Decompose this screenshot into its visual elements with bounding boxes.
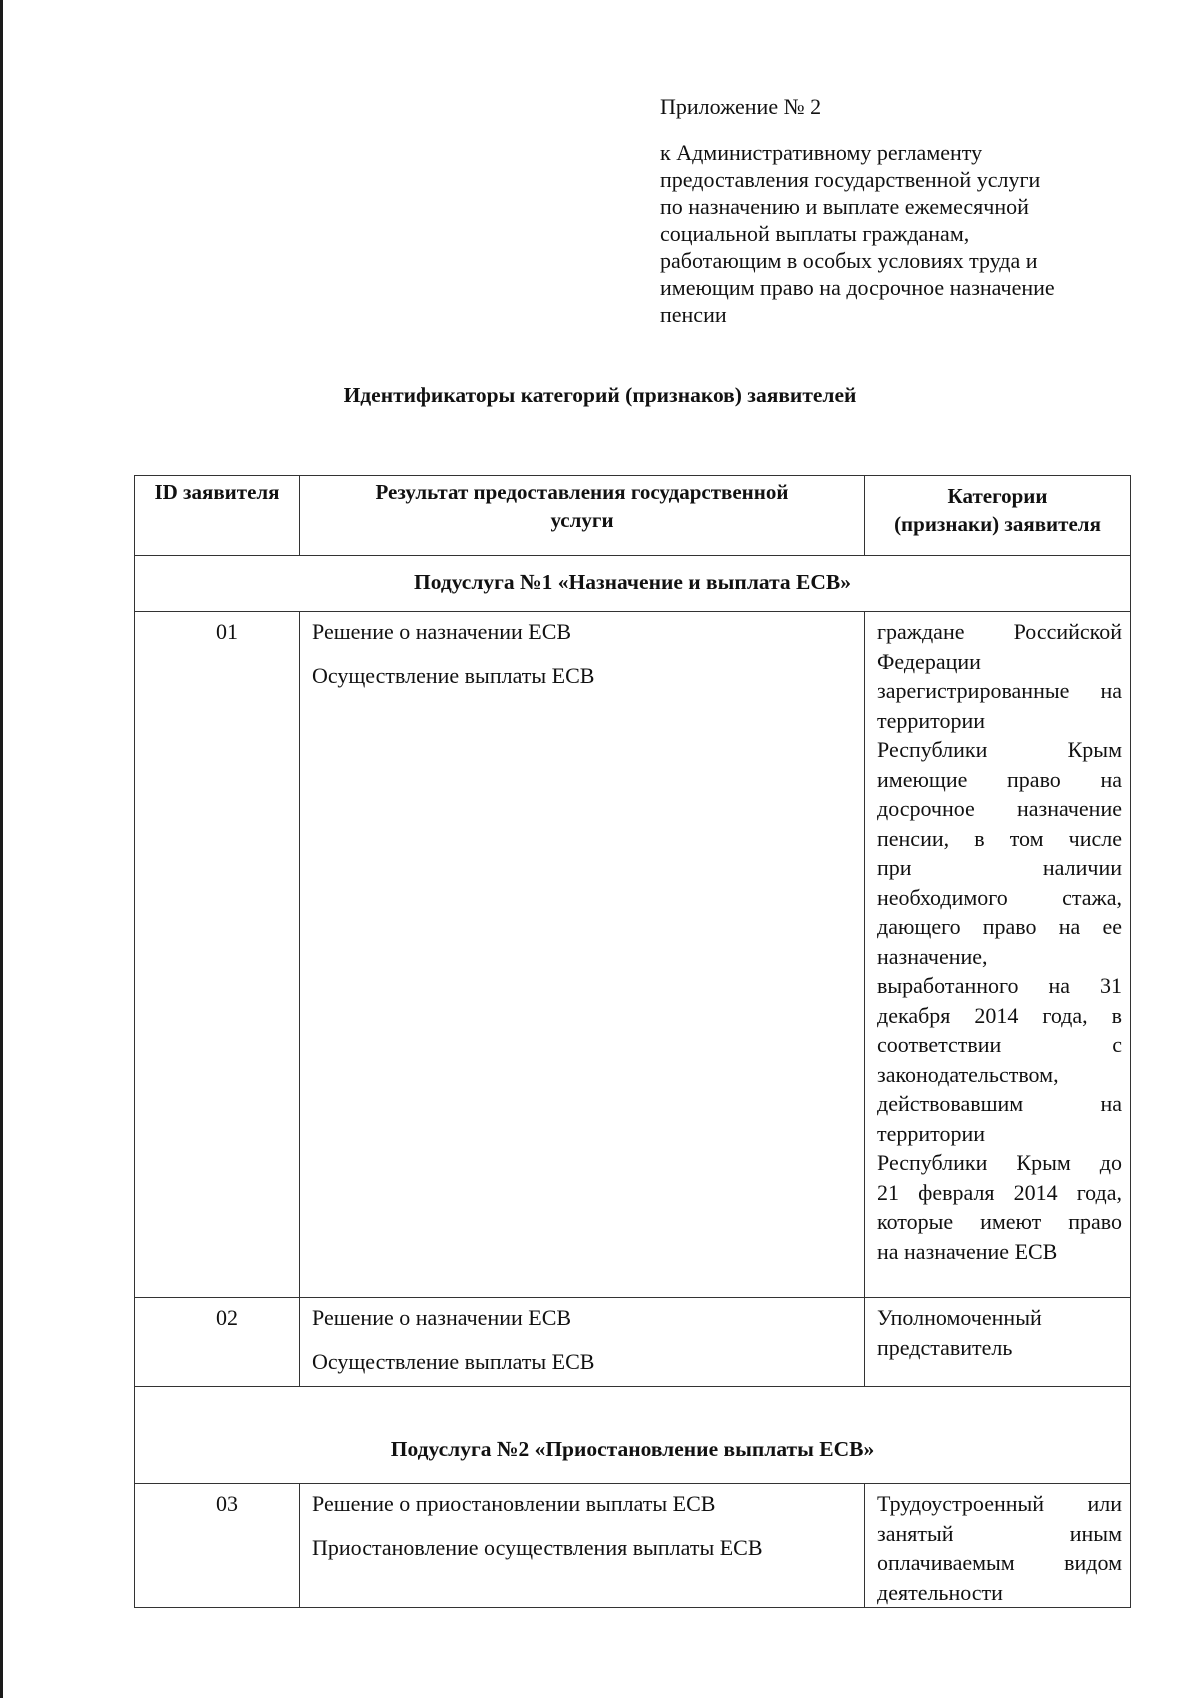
header-category: [865, 476, 1131, 556]
header-category-line: (признаки) заявителя: [894, 512, 1101, 536]
category-line: Федерации: [877, 648, 981, 674]
appendix-block: [660, 93, 1120, 328]
category-cell: [865, 1484, 1131, 1608]
category-line: имеющие право на: [877, 766, 1122, 792]
result-cell: [300, 1298, 865, 1387]
category-line: Республики Крым: [877, 737, 1122, 762]
table-row: [135, 612, 1131, 1298]
result-payment: Осуществление выплаты ЕСВ: [312, 663, 595, 688]
table-row: [135, 1484, 1131, 1608]
category-line: Республики Крым до: [877, 1150, 1122, 1175]
appendix-line: предоставления государственной услуги: [660, 167, 1041, 192]
category-line: при наличии: [877, 855, 1122, 880]
applicant-id: 02: [216, 1305, 238, 1330]
appendix-line: имеющим право на досрочное назначение: [660, 275, 1055, 300]
category-line: представитель: [877, 1334, 1013, 1360]
category-line: Уполномоченный: [877, 1305, 1042, 1330]
applicant-id-cell: [135, 1298, 300, 1387]
category-cell: [865, 612, 1131, 1298]
result-payment: Приостановление осуществления выплаты ЕСВ: [312, 1535, 763, 1560]
appendix-line: работающим в особых условиях труда и: [660, 248, 1038, 273]
category-line: граждане Российской: [877, 619, 1122, 644]
header-category-line: Категории: [947, 484, 1048, 508]
category-line: Трудоустроенный или: [877, 1491, 1122, 1516]
subservice-row: [135, 556, 1131, 612]
category-line: декабря 2014 года, в: [877, 1002, 1122, 1028]
category-line: которые имеют право: [877, 1209, 1122, 1234]
applicant-id: 01: [216, 619, 238, 644]
subservice-row: [135, 1387, 1131, 1484]
category-line: 21 февраля 2014 года,: [877, 1179, 1122, 1205]
category-line: деятельности: [877, 1579, 1003, 1605]
category-cell: [865, 1298, 1131, 1387]
page-scan-edge: [0, 0, 3, 1698]
applicant-id-cell: [135, 612, 300, 1298]
header-result-line: Результат предоставления государственной: [375, 480, 789, 504]
applicant-id-table: [134, 475, 1131, 1608]
category-line: оплачиваемым видом: [877, 1550, 1122, 1575]
result-payment: Осуществление выплаты ЕСВ: [312, 1349, 595, 1374]
header-result: [300, 476, 865, 556]
appendix-line: к Административному регламенту: [660, 140, 983, 165]
applicant-id-cell: [135, 1484, 300, 1608]
table-row: [135, 1298, 1131, 1387]
header-result-line: услуги: [550, 508, 614, 532]
category-line: досрочное назначение: [877, 796, 1122, 821]
result-cell: [300, 1484, 865, 1608]
table-header-row: [135, 476, 1131, 556]
subservice-2-title: Подуслуга №2 «Приостановление выплаты ЕСВ»: [390, 1437, 875, 1461]
category-line: пенсии, в том числе: [877, 825, 1122, 851]
appendix-line: по назначению и выплате ежемесячной: [660, 194, 1029, 219]
header-id: ID заявителя: [135, 476, 300, 556]
subservice-1-title: Подуслуга №1 «Назначение и выплата ЕСВ»: [135, 556, 1131, 612]
result-decision: Решение о назначении ЕСВ: [312, 619, 572, 644]
category-line: действовавшим на: [877, 1091, 1122, 1116]
result-decision: Решение о назначении ЕСВ: [312, 1305, 572, 1330]
category-line: территории: [877, 707, 986, 733]
result-cell: [300, 612, 865, 1298]
category-line: зарегистрированные на: [877, 678, 1122, 703]
category-line: занятый иным: [877, 1520, 1122, 1546]
result-decision: Решение о приостановлении выплаты ЕСВ: [312, 1491, 716, 1516]
appendix-line: пенсии: [660, 302, 727, 327]
appendix-line: социальной выплаты гражданам,: [660, 221, 970, 246]
category-line: дающего право на ее: [877, 914, 1122, 939]
category-line: соответствии с: [877, 1032, 1122, 1057]
category-line: на назначение ЕСВ: [877, 1238, 1058, 1264]
applicant-id: 03: [216, 1491, 238, 1516]
category-line: назначение,: [877, 943, 988, 969]
category-line: выработанного на 31: [877, 973, 1122, 998]
category-line: необходимого стажа,: [877, 884, 1122, 910]
subservice-2-cell: [135, 1387, 1131, 1484]
appendix-number: Приложение № 2: [660, 94, 822, 119]
category-line: законодательством,: [877, 1061, 1059, 1087]
document-title: Идентификаторы категорий (признаков) заявителей: [343, 383, 857, 407]
category-line: территории: [877, 1120, 986, 1146]
